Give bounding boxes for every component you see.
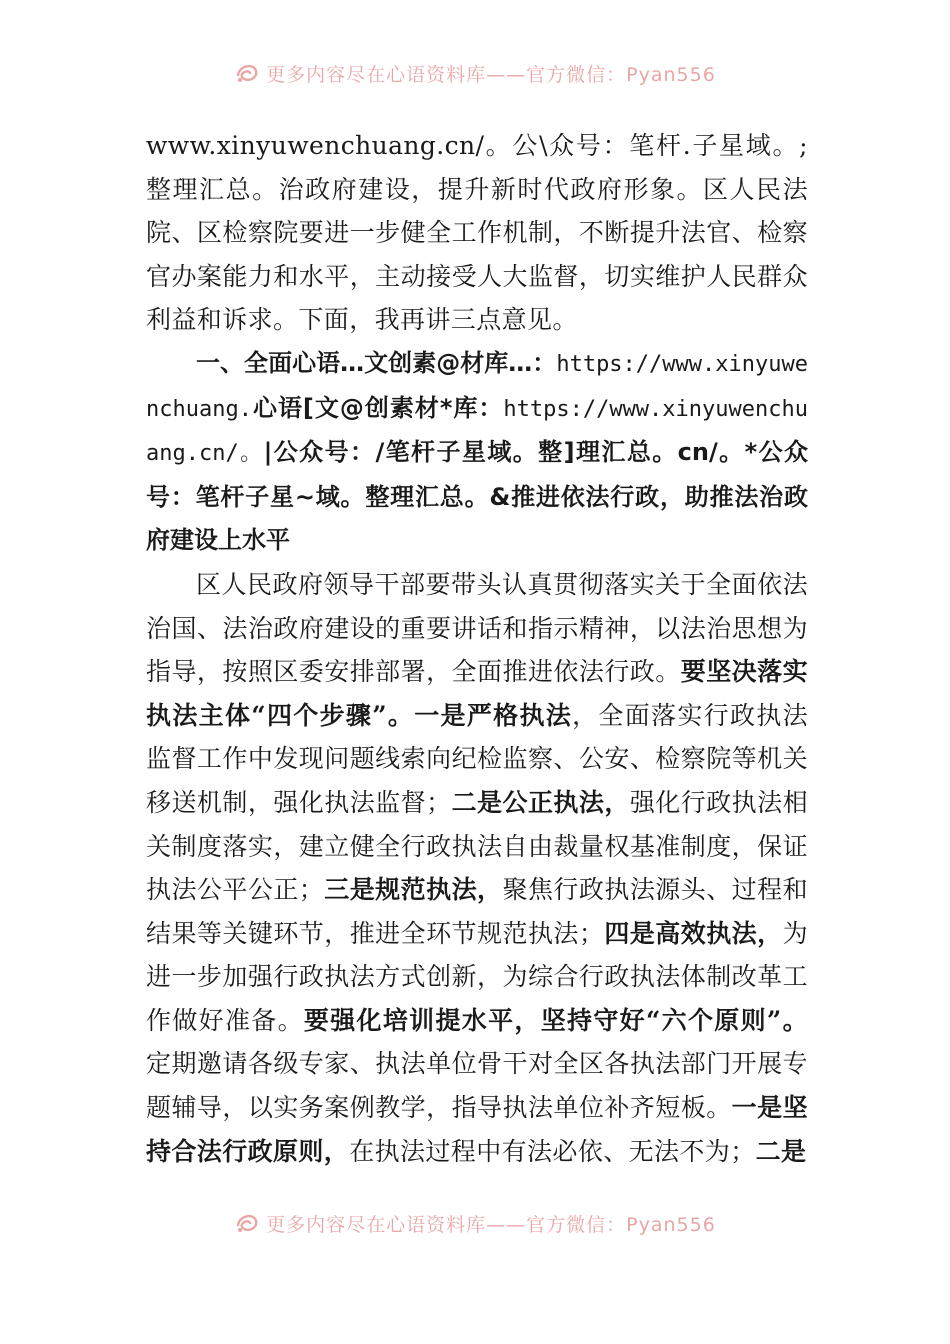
document-body [146, 124, 808, 1173]
main-s11: 定期邀请各级专家、执法单位骨干对全区各执法部门开展专题辅导，以实务案例教学，指导执法单位补齐短板。 [146, 1049, 808, 1123]
main-s8-bold: 四是高效执法， [604, 918, 783, 948]
main-s13: 在执法过程中有法必依、无法不为； [349, 1136, 756, 1166]
main-s7: 聚焦行政执法源头、过程和结果等关键环节，推进全环节规范执法； [146, 875, 808, 948]
main-s2-bold: 要坚决落实执法主体“四个步骤”。一是严格执法 [146, 657, 808, 730]
main-s3: ，全面落实行政执法监督工作中发现问题线索向纪检监察、公安、检察院等机关移送机制，强化执法监督； [146, 700, 808, 817]
main-paragraph [146, 563, 808, 1173]
heading-part5: |公众号：/笔杆子星域。整]理汇总。cn/。*公众号：笔杆子星~域。整理汇总。&推进依法行政，助推法治政府建设上水平 [146, 438, 808, 555]
heading-part4: https://www.xinyuwenchuang.cn/。 [146, 396, 808, 467]
footer-watermark-banner [0, 1206, 950, 1240]
main-s14-bold: 二是 [755, 1136, 807, 1166]
heading-part2: https://www.xinyuwenchuang. [146, 351, 808, 422]
main-s1: 区人民政府领导干部要带头认真贯彻落实关于全面依法治国、法治政府建设的重要讲话和指示精神，以法治思想为指导，按照区委安排部署，全面推进依法行政。 [146, 569, 808, 687]
heading-part1: 一、全面心语…文创素@材库…： [196, 348, 557, 377]
intro-paragraph: www.xinyuwenchuang.cn/。公\众号：笔杆.子星域。;整理汇总。治政府建设，提升新时代政府形象。区人民法院、区检察院要进一步健全工作机制，不断提升法官、检察官办案能力和水平，主动接受人大监督，切实维护人民群众利益和诉求。下面，我再讲三点意见。 [146, 131, 808, 335]
main-s4-bold: 二是公正执法， [451, 787, 630, 817]
main-s6-bold: 三是规范执法， [324, 875, 503, 905]
main-s9: 为进一步加强行政执法方式创新，为综合行政执法体制改革工作做好准备。 [146, 918, 808, 1035]
main-s5: 强化行政执法相关制度落实，建立健全行政执法自由裁量权基准制度，保证执法公平公正； [146, 787, 808, 905]
heading-part3: 心语[文@创素材*库： [251, 393, 504, 422]
header-watermark-text: 更多内容尽在心语资料库——官方微信：Pyan556 [266, 63, 716, 86]
swirl-logo-icon [234, 1211, 260, 1235]
main-s10-bold: 要强化培训提水平，坚持守好“六个原则”。 [303, 1005, 809, 1035]
swirl-logo-icon [234, 61, 260, 85]
section-heading [146, 342, 808, 563]
footer-watermark-text: 更多内容尽在心语资料库——官方微信：Pyan556 [266, 1213, 716, 1236]
main-s12-bold: 一是坚持合法行政原则， [146, 1093, 808, 1166]
header-watermark-banner [0, 56, 950, 90]
